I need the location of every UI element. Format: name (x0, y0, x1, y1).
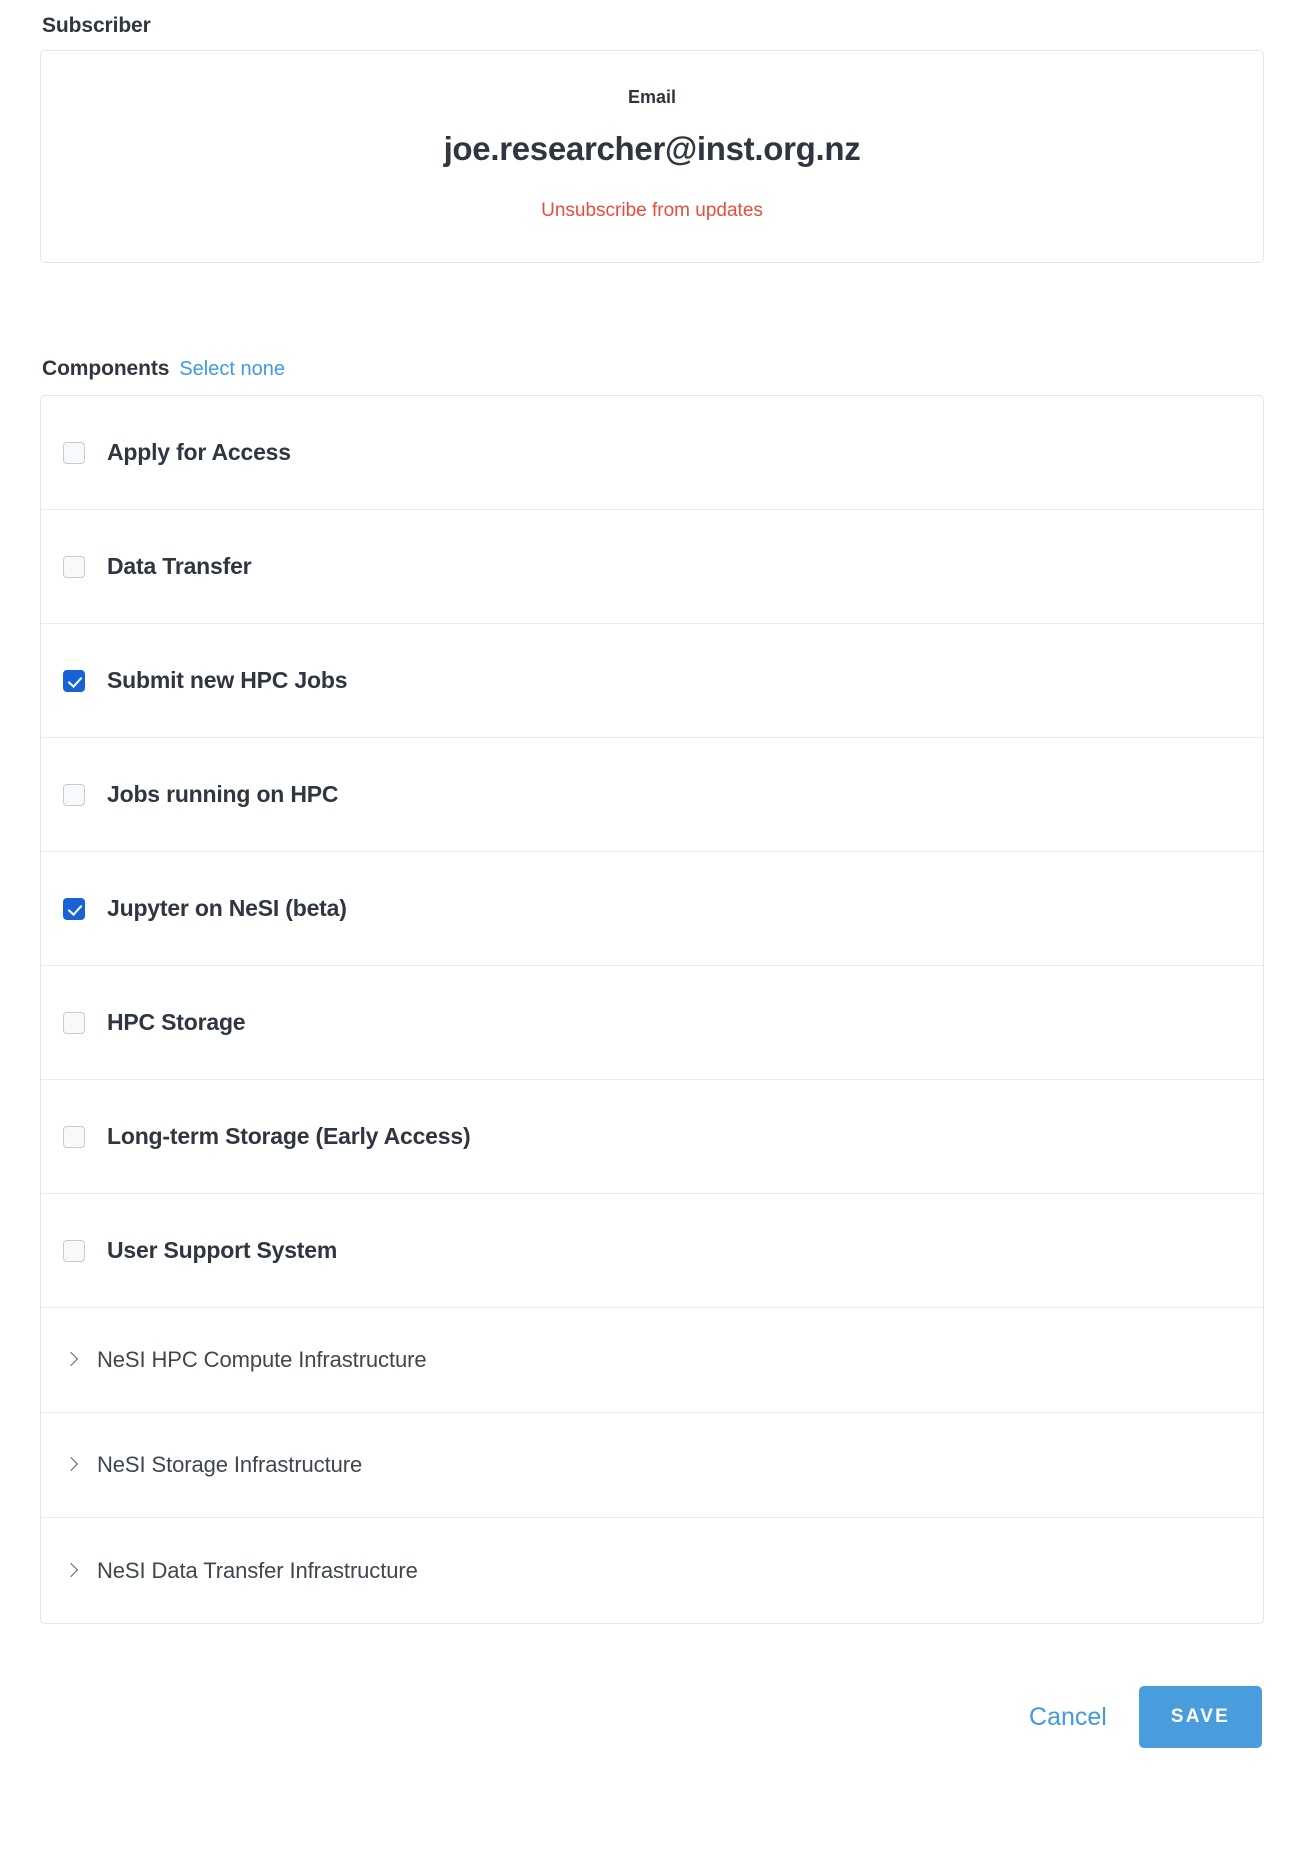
group-label: NeSI HPC Compute Infrastructure (97, 1347, 427, 1372)
group-row-nesi-data-transfer-infrastructure[interactable] (41, 1518, 1263, 1623)
group-row-nesi-storage-infrastructure[interactable] (41, 1413, 1263, 1518)
components-header (42, 357, 1264, 381)
component-row-hpc-storage[interactable] (41, 966, 1263, 1080)
component-label: Long-term Storage (Early Access) (107, 1123, 471, 1149)
component-label: Apply for Access (107, 439, 291, 465)
subscriber-card (40, 50, 1264, 263)
components-heading: Components (42, 357, 170, 380)
select-none-link[interactable]: Select none (179, 358, 285, 380)
component-row-user-support-system[interactable] (41, 1194, 1263, 1308)
group-label: NeSI Data Transfer Infrastructure (97, 1557, 418, 1583)
component-row-long-term-storage[interactable] (41, 1080, 1263, 1194)
checkbox-jupyter-on-nesi[interactable] (63, 898, 85, 920)
checkbox-jobs-running-on-hpc[interactable] (63, 784, 85, 806)
content-wrapper (40, 0, 1264, 1748)
checkbox-hpc-storage[interactable] (63, 1012, 85, 1034)
group-label: NeSI Storage Infrastructure (97, 1452, 363, 1477)
component-row-submit-new-hpc-jobs[interactable] (41, 624, 1263, 738)
subscriber-heading: Subscriber (42, 14, 151, 37)
component-row-jupyter-on-nesi[interactable] (41, 852, 1263, 966)
section-spacer (40, 263, 1264, 357)
cancel-button[interactable]: Cancel (1023, 1697, 1113, 1738)
chevron-right-icon (63, 1562, 81, 1580)
checkbox-long-term-storage[interactable] (63, 1126, 85, 1148)
component-row-jobs-running-on-hpc[interactable] (41, 738, 1263, 852)
component-label: Jupyter on NeSI (beta) (107, 895, 347, 921)
chevron-right-icon (63, 1351, 81, 1369)
save-button[interactable]: SAVE (1139, 1686, 1262, 1748)
checkbox-data-transfer[interactable] (63, 556, 85, 578)
components-list (40, 395, 1264, 1624)
email-value: joe.researcher@inst.org.nz (443, 130, 861, 167)
component-row-data-transfer[interactable] (41, 510, 1263, 624)
checkbox-submit-new-hpc-jobs[interactable] (63, 670, 85, 692)
component-label: HPC Storage (107, 1009, 246, 1035)
unsubscribe-link[interactable]: Unsubscribe from updates (541, 200, 763, 221)
chevron-right-icon (63, 1456, 81, 1474)
component-label: User Support System (107, 1237, 338, 1263)
component-row-apply-for-access[interactable] (41, 396, 1263, 510)
component-label: Submit new HPC Jobs (107, 667, 348, 693)
group-row-nesi-hpc-compute-infrastructure[interactable] (41, 1308, 1263, 1413)
form-actions (40, 1686, 1264, 1748)
email-label: Email (627, 87, 677, 107)
component-label: Data Transfer (107, 553, 252, 579)
checkbox-apply-for-access[interactable] (63, 442, 85, 464)
component-label: Jobs running on HPC (107, 781, 339, 807)
checkbox-user-support-system[interactable] (63, 1240, 85, 1262)
